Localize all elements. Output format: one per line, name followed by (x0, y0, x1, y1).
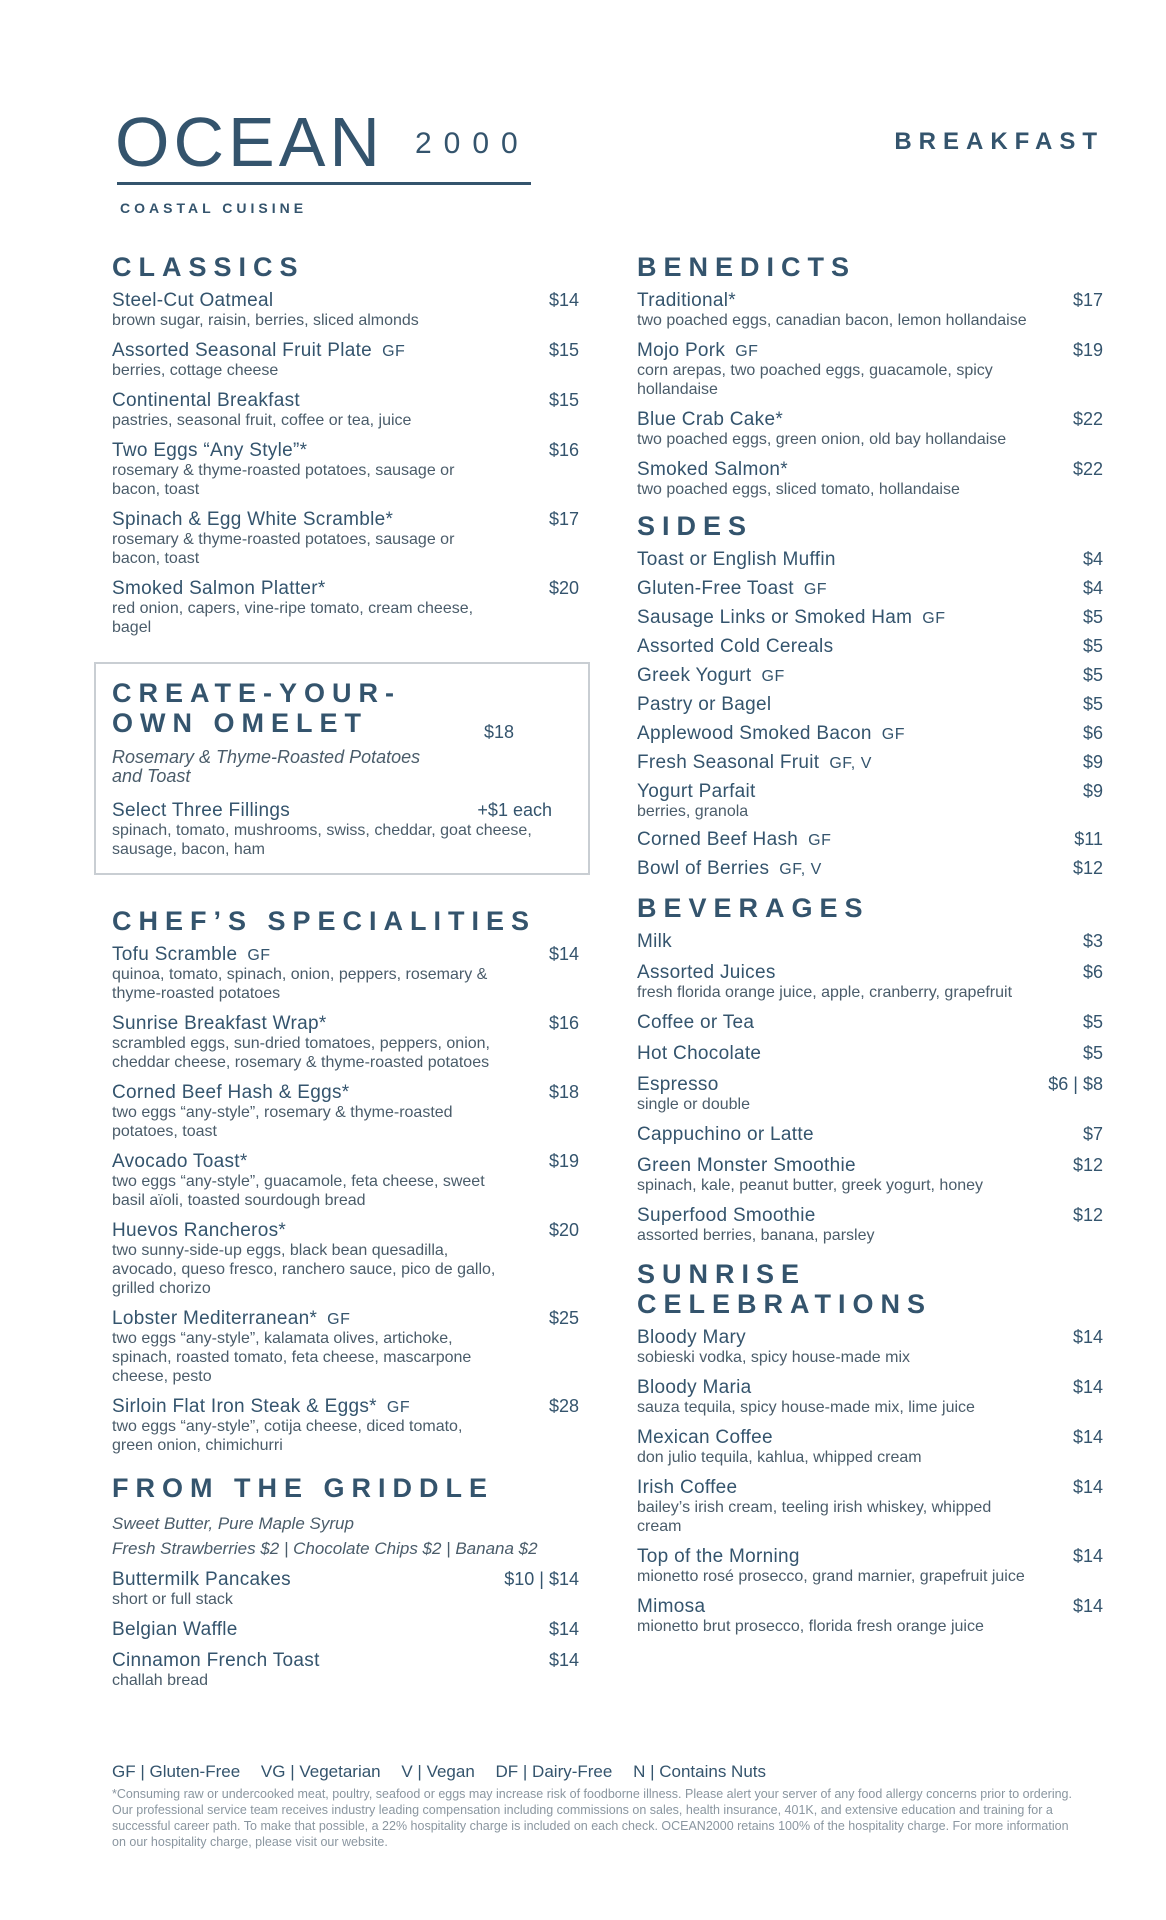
item-name: Mimosa (637, 1596, 706, 1617)
item-name: Green Monster Smoothie (637, 1155, 856, 1176)
menu-item (112, 1151, 579, 1210)
item-name: Steel-Cut Oatmeal (112, 290, 274, 311)
item-price: $20 (548, 1220, 579, 1240)
section-title: SUNRISE CELEBRATIONS (637, 1259, 933, 1319)
item-description: spinach, tomato, mushrooms, swiss, cheddar, goat cheese, sausage, bacon, ham (112, 822, 532, 858)
dietary-tag: GF (808, 832, 832, 849)
item-name: Corned Beef Hash (637, 829, 799, 850)
item-name: Top of the Morning (637, 1546, 800, 1567)
item-description: brown sugar, raisin, berries, sliced almonds (112, 312, 419, 329)
section-classics (112, 252, 579, 637)
menu-item (637, 1427, 1103, 1467)
menu-item (637, 1596, 1103, 1636)
item-description: berries, granola (637, 803, 749, 820)
menu-item (112, 1569, 579, 1609)
item-price: $12 (1072, 1205, 1103, 1225)
dietary-tag: GF (803, 581, 828, 598)
item-price: $14 (548, 1619, 579, 1639)
legend-item: GF | Gluten-Free (112, 1762, 241, 1781)
menu-item (637, 578, 1103, 599)
item-description: mionetto rosé prosecco, grand marnier, grapefruit juice (637, 1568, 1025, 1585)
item-description: quinoa, tomato, spinach, onion, peppers, rosemary & thyme-roasted potatoes (112, 966, 488, 1002)
item-description: mionetto brut prosecco, florida fresh orange juice (637, 1618, 984, 1635)
menu-item (637, 1124, 1103, 1145)
dietary-tag: GF (735, 343, 759, 360)
left-column-lower (112, 906, 579, 1700)
menu-item (112, 1220, 579, 1298)
item-description: two eggs “any-style”, rosemary & thyme-roasted potatoes, toast (112, 1104, 453, 1140)
griddle-note: Sweet Butter, Pure Maple Syrup (112, 1514, 354, 1533)
item-price: $14 (1072, 1596, 1103, 1616)
item-price: $5 (1082, 607, 1103, 627)
menu-item (112, 509, 579, 568)
item-price: $5 (1082, 1043, 1103, 1063)
item-description: single or double (637, 1096, 750, 1113)
item-price: $16 (548, 440, 579, 460)
section-title: CREATE-YOUR-OWN OMELET (112, 678, 401, 738)
item-price: $7 (1082, 1124, 1103, 1144)
menu-item (112, 800, 552, 859)
item-price: $22 (1072, 409, 1103, 429)
item-name: Sausage Links or Smoked Ham (637, 607, 913, 628)
item-description: sobieski vodka, spicy house-made mix (637, 1349, 911, 1366)
item-price: $18 (548, 1082, 579, 1102)
item-price: $14 (548, 290, 579, 310)
item-name: Greek Yogurt (637, 665, 752, 686)
item-price: $6 | $8 (1048, 1074, 1103, 1094)
item-name: Fresh Seasonal Fruit (637, 752, 820, 773)
menu-item (112, 290, 579, 330)
menu-item (112, 340, 579, 380)
menu-item (637, 1043, 1103, 1064)
item-description: corn arepas, two poached eggs, guacamole, spicy hollandaise (637, 362, 993, 398)
item-price: $4 (1082, 578, 1103, 598)
item-price: $14 (1072, 1427, 1103, 1447)
item-description: red onion, capers, vine-ripe tomato, cream cheese, bagel (112, 600, 474, 636)
item-name: Avocado Toast* (112, 1151, 248, 1172)
item-price: $14 (548, 944, 579, 964)
menu-item (637, 607, 1103, 628)
item-description: rosemary & thyme-roasted potatoes, sausage or bacon, toast (112, 531, 455, 567)
item-description: short or full stack (112, 1591, 233, 1608)
item-description: spinach, kale, peanut butter, greek yogurt, honey (637, 1177, 984, 1194)
menu-item (637, 781, 1103, 821)
menu-item (637, 694, 1103, 715)
item-price: $16 (548, 1013, 579, 1033)
item-description: scrambled eggs, sun-dried tomatoes, peppers, onion, cheddar cheese, rosemary & thyme-roasted potatoes (112, 1035, 490, 1071)
item-name: Smoked Salmon* (637, 459, 788, 480)
menu-list (637, 549, 1103, 879)
menu-item (637, 1546, 1103, 1586)
item-name: Cinnamon French Toast (112, 1650, 320, 1671)
logo-tagline: COASTAL CUISINE (120, 200, 308, 216)
dietary-tag: GF (247, 947, 271, 964)
menu-item (112, 1396, 579, 1455)
menu-item (112, 1013, 579, 1072)
menu-item (112, 944, 579, 1003)
item-description: bailey’s irish cream, teeling irish whiskey, whipped cream (637, 1499, 992, 1535)
section-beverages (637, 893, 1103, 1245)
item-name: Tofu Scramble (112, 944, 238, 965)
section-benedicts (637, 252, 1103, 499)
item-price: $3 (1082, 931, 1103, 951)
item-name: Applewood Smoked Bacon (637, 723, 872, 744)
menu-item (637, 665, 1103, 686)
item-price: $6 (1082, 962, 1103, 982)
item-price: $14 (1072, 1377, 1103, 1397)
section-chefs-specialities (112, 906, 579, 1455)
item-price: $9 (1082, 752, 1103, 772)
menu-item (112, 1650, 579, 1690)
item-description: rosemary & thyme-roasted potatoes, sausage or bacon, toast (112, 462, 455, 498)
item-price: $14 (548, 1650, 579, 1670)
omelet-note: Rosemary & Thyme-Roasted Potatoes and Toast (112, 747, 421, 786)
restaurant-logo (115, 103, 535, 216)
item-price: $14 (1072, 1546, 1103, 1566)
dietary-tag: GF (327, 1311, 351, 1328)
item-description: sauza tequila, spicy house-made mix, lime juice (637, 1399, 975, 1416)
section-title: BEVERAGES (637, 893, 870, 923)
item-price: $22 (1072, 459, 1103, 479)
item-price: $19 (1072, 340, 1103, 360)
item-price: $14 (1072, 1477, 1103, 1497)
item-name: Milk (637, 931, 672, 952)
menu-list (112, 1569, 579, 1690)
item-price: $4 (1082, 549, 1103, 569)
item-price: $15 (548, 340, 579, 360)
item-name: Bowl of Berries (637, 858, 770, 879)
dietary-tag: GF (922, 610, 946, 627)
item-price: $9 (1082, 781, 1103, 801)
griddle-addons: Fresh Strawberries $2 | Chocolate Chips $2 | Banana $2 (112, 1539, 538, 1558)
item-name: Continental Breakfast (112, 390, 300, 411)
dietary-tag: GF, V (779, 861, 822, 878)
item-price: $14 (1072, 1327, 1103, 1347)
section-title: BENEDICTS (637, 252, 857, 282)
menu-item (637, 549, 1103, 570)
item-price: $15 (548, 390, 579, 410)
menu-item (637, 1477, 1103, 1536)
item-name: Two Eggs “Any Style”* (112, 440, 308, 461)
item-description: two poached eggs, green onion, old bay hollandaise (637, 431, 1007, 448)
item-description: two eggs “any-style”, cotija cheese, diced tomato, green onion, chimichurri (112, 1418, 463, 1454)
item-name: Belgian Waffle (112, 1619, 238, 1640)
item-name: Sunrise Breakfast Wrap* (112, 1013, 327, 1034)
item-price: $19 (548, 1151, 579, 1171)
dietary-legend (112, 1762, 782, 1782)
item-name: Spinach & Egg White Scramble* (112, 509, 394, 530)
item-name: Yogurt Parfait (637, 781, 756, 802)
item-description: two poached eggs, canadian bacon, lemon hollandaise (637, 312, 1027, 329)
item-name: Irish Coffee (637, 1477, 738, 1498)
omelet-price: $18 (484, 722, 515, 742)
legend-item: N | Contains Nuts (633, 1762, 766, 1781)
dietary-tag: GF, V (829, 755, 872, 772)
menu-item (637, 1012, 1103, 1033)
menu-item (637, 340, 1103, 399)
menu-item (637, 723, 1103, 744)
item-description: pastries, seasonal fruit, coffee or tea, juice (112, 412, 412, 429)
menu-list (112, 290, 579, 637)
item-description: don julio tequila, kahlua, whipped cream (637, 1449, 922, 1466)
item-name: Huevos Rancheros* (112, 1220, 287, 1241)
item-name: Espresso (637, 1074, 719, 1095)
item-price: $17 (548, 509, 579, 529)
item-description: two eggs “any-style”, guacamole, feta cheese, sweet basil aïoli, toasted sourdough bread (112, 1173, 485, 1209)
legend-item: VG | Vegetarian (260, 1762, 381, 1781)
menu-item (637, 1327, 1103, 1367)
section-sides (637, 511, 1103, 879)
item-name: Superfood Smoothie (637, 1205, 816, 1226)
menu-page-label: BREAKFAST (894, 128, 1104, 155)
item-name: Mexican Coffee (637, 1427, 773, 1448)
omelet-box (94, 662, 590, 875)
menu-item (112, 1082, 579, 1141)
menu-item (112, 440, 579, 499)
logo-underline (117, 182, 531, 185)
menu-item (637, 290, 1103, 330)
section-sunrise-celebrations (637, 1259, 1103, 1636)
menu-item (637, 409, 1103, 449)
item-name: Corned Beef Hash & Eggs* (112, 1082, 350, 1103)
item-name: Assorted Juices (637, 962, 776, 983)
menu-list (637, 290, 1103, 499)
item-price: $20 (548, 578, 579, 598)
section-title: FROM THE GRIDDLE (112, 1473, 494, 1503)
menu-item (637, 829, 1103, 850)
menu-item (637, 1205, 1103, 1245)
item-price: +$1 each (477, 800, 552, 820)
item-name: Assorted Cold Cereals (637, 636, 834, 657)
item-price: $17 (1072, 290, 1103, 310)
item-name: Pastry or Bagel (637, 694, 772, 715)
item-name: Toast or English Muffin (637, 549, 836, 570)
item-price: $11 (1074, 829, 1103, 849)
item-name: Bloody Maria (637, 1377, 752, 1398)
item-description: two eggs “any-style”, kalamata olives, artichoke, spinach, roasted tomato, feta cheese, mascarpone cheese, pesto (112, 1330, 472, 1385)
item-price: $5 (1082, 665, 1103, 685)
item-price: $28 (548, 1396, 579, 1416)
item-name: Hot Chocolate (637, 1043, 762, 1064)
menu-list (637, 931, 1103, 1245)
menu-item (112, 1619, 579, 1640)
item-price: $25 (548, 1308, 579, 1328)
item-price: $12 (1072, 1155, 1103, 1175)
item-name: Select Three Fillings (112, 800, 291, 821)
item-description: fresh florida orange juice, apple, cranberry, grapefruit (637, 984, 1013, 1001)
item-name: Gluten-Free Toast (637, 578, 794, 599)
item-name: Sirloin Flat Iron Steak & Eggs* (112, 1396, 377, 1417)
logo-word: OCEAN (115, 103, 384, 181)
section-title: CLASSICS (112, 252, 305, 282)
menu-item (637, 931, 1103, 952)
item-description: assorted berries, banana, parsley (637, 1227, 875, 1244)
item-name: Lobster Mediterranean* (112, 1308, 318, 1329)
menu-list (637, 1327, 1103, 1636)
section-title: CHEF’S SPECIALITIES (112, 906, 537, 936)
item-name: Coffee or Tea (637, 1012, 755, 1033)
menu-list (112, 944, 579, 1455)
section-griddle (112, 1473, 579, 1690)
item-name: Traditional* (637, 290, 736, 311)
dietary-tag: GF (761, 668, 785, 685)
item-name: Blue Crab Cake* (637, 409, 784, 430)
item-description: berries, cottage cheese (112, 362, 279, 379)
item-name: Cappuchino or Latte (637, 1124, 814, 1145)
item-price: $12 (1072, 858, 1103, 878)
menu-item (637, 858, 1103, 879)
item-name: Assorted Seasonal Fruit Plate (112, 340, 373, 361)
item-name: Smoked Salmon Platter* (112, 578, 326, 599)
section-title: SIDES (637, 511, 754, 541)
item-price: $6 (1082, 723, 1103, 743)
item-price: $10 | $14 (504, 1569, 579, 1589)
menu-item (112, 578, 579, 637)
legend-item: V | Vegan (401, 1762, 475, 1781)
legend-item: DF | Dairy-Free (495, 1762, 613, 1781)
menu-item (637, 1074, 1103, 1114)
item-name: Bloody Mary (637, 1327, 746, 1348)
disclaimer: *Consuming raw or undercooked meat, poultry, seafood or eggs may increase risk of foodborne illness. Please alert your server of any food allergy concerns prior to ordering. Our professional service team receives industry leading compensation including commissions on sales, health insurance, 401K, and extensive education and training for a successful career path. To make that possible, a 22% hospitality charge is included on each check. OCEAN2000 retains 100% of the hospitality charge. For more information on our hospitality charge, please visit our website. (112, 1787, 1072, 1849)
dietary-tag: GF (386, 1399, 411, 1416)
item-name: Buttermilk Pancakes (112, 1569, 291, 1590)
menu-item (637, 962, 1103, 1002)
item-description: challah bread (112, 1672, 209, 1689)
menu-item (637, 1377, 1103, 1417)
menu-item (637, 752, 1103, 773)
right-column (637, 252, 1103, 1646)
logo-number: 2000 (415, 127, 530, 160)
item-description: two sunny-side-up eggs, black bean quesadilla, avocado, queso fresco, ranchero sauce, pico de gallo, grilled chorizo (112, 1242, 496, 1297)
dietary-tag: GF (881, 726, 905, 743)
left-column (112, 252, 579, 647)
dietary-tag: GF (382, 343, 406, 360)
item-description: two poached eggs, sliced tomato, hollandaise (637, 481, 960, 498)
menu-item (112, 1308, 579, 1386)
menu-item (637, 1155, 1103, 1195)
menu-item (637, 459, 1103, 499)
item-price: $5 (1082, 694, 1103, 714)
item-price: $5 (1082, 636, 1103, 656)
menu-item (637, 636, 1103, 657)
menu-item (112, 390, 579, 430)
item-name: Mojo Pork (637, 340, 726, 361)
item-price: $5 (1082, 1012, 1103, 1032)
